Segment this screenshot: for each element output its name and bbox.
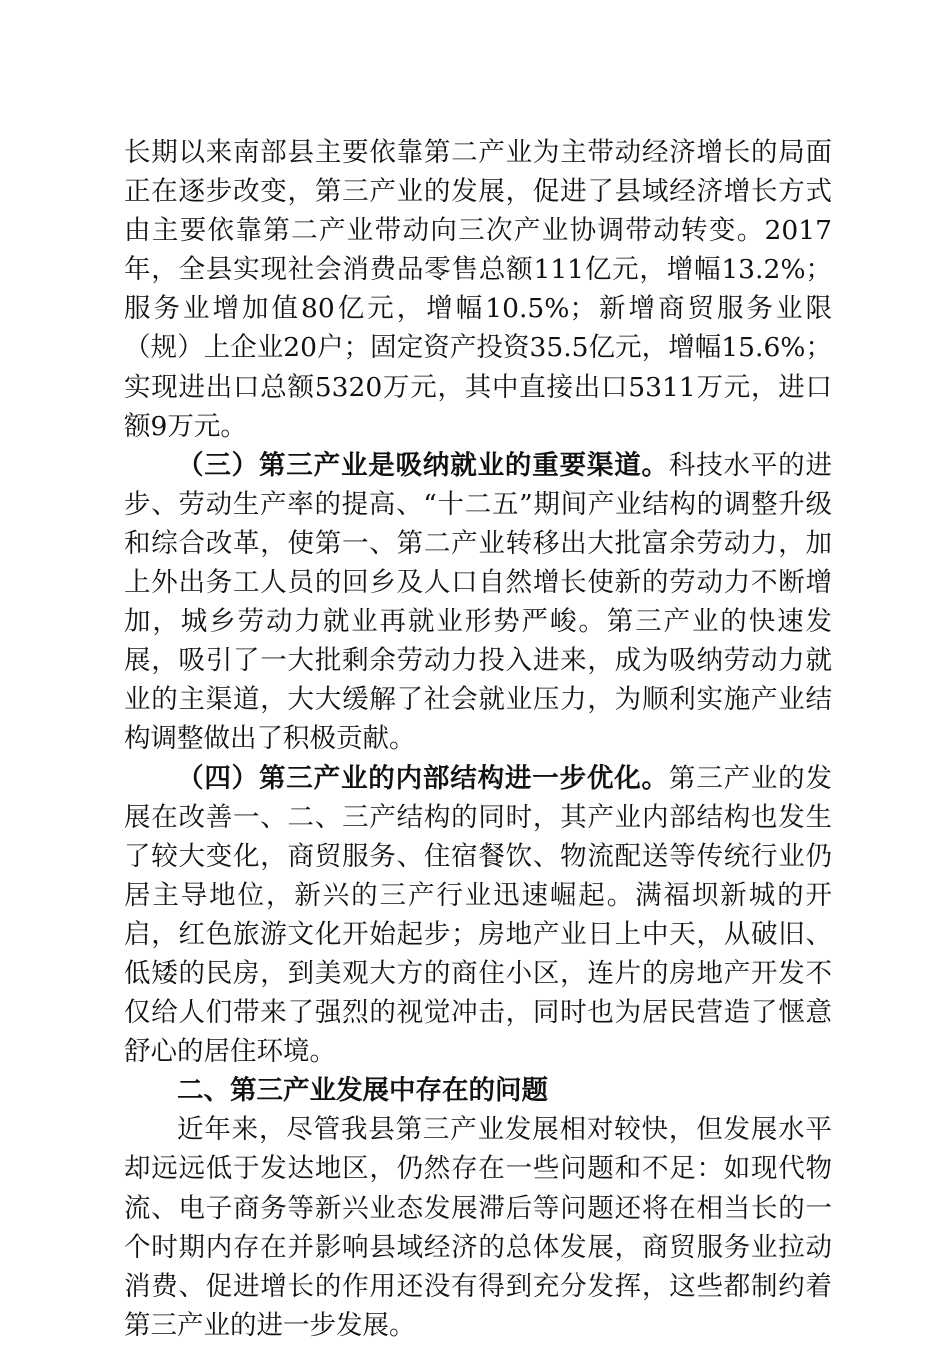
section-3-title: （三）第三产业是吸纳就业的重要渠道。 xyxy=(177,449,669,481)
section-3-body: 科技水平的进步、劳动生产率的提高、“十二五”期间产业结构的调整升级和综合改革，使第一、第二产业转移出大批富余劳动力，加上外出务工人员的回乡及人口自然增长使新的劳动力不断增加，城乡劳动力就业再就业形势严峻。第三产业的快速发展，吸引了一大批剩余劳动力投入进来，成为吸纳劳动力就业的主渠道，大大缓解了社会就业压力，为顺利实施产业结构调整做出了积极贡献。 xyxy=(124,449,833,755)
paragraph-continued: 长期以来南部县主要依靠第二产业为主带动经济增长的局面正在逐步改变，第三产业的发展，促进了县域经济增长方式由主要依靠第二产业带动向三次产业协调带动转变。2017年，全县实现社会消费品零售总额111亿元，增幅13.2%；服务业增加值80亿元，增幅10.5%；新增商贸服务业限（规）上企业20户；固定资产投资35.5亿元，增幅15.6%；实现进出口总额5320万元，其中直接出口5311万元，进口额9万元。 xyxy=(124,137,832,442)
section-4-body: 第三产业的发展在改善一、二、三产结构的同时，其产业内部结构也发生了较大变化，商贸服务、住宿餐饮、物流配送等传统行业仍居主导地位，新兴的三产行业迅速崛起。满福坝新城的开启，红色旅游文化开始起步；房地产业日上中天，从破旧、低矮的民房，到美观大方的商住小区，连片的房地产开发不仅给人们带来了强烈的视觉冲击，同时也为居民营造了惬意舒心的居住环境。 xyxy=(124,762,833,1068)
paragraph-problems: 近年来，尽管我县第三产业发展相对较快，但发展水平却远远低于发达地区，仍然存在一些问题和不足：如现代物流、电子商务等新兴业态发展滞后等问题还将在相当长的一个时期内存在并影响县域经济的总体发展，商贸服务业拉动消费、促进增长的作用还没有得到充分发挥，这些都制约着第三产业的进一步发展。 xyxy=(124,1114,832,1341)
section-4-title: （四）第三产业的内部结构进一步优化。 xyxy=(177,762,669,794)
document-body xyxy=(124,133,832,1345)
paragraph-section-4 xyxy=(124,759,832,1072)
section-heading-problems: 二、第三产业发展中存在的问题 xyxy=(177,1075,548,1107)
paragraph-section-3 xyxy=(124,446,832,759)
